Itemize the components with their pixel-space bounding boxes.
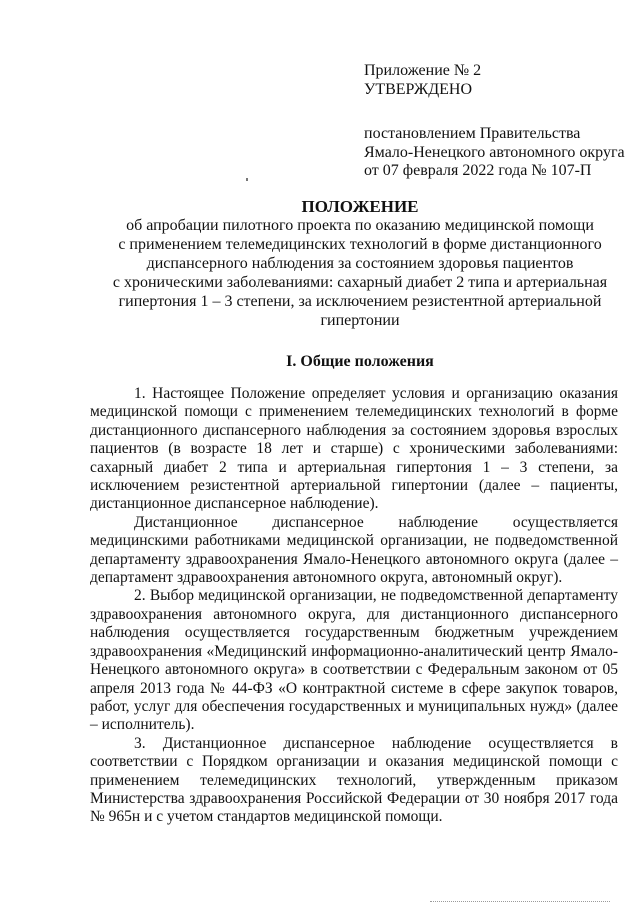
- approval-stamp-block: [364, 61, 625, 181]
- paragraph: Дистанционное диспансерное наблюдение осуществляется медицинскими работниками медицинской организации, не подведомственной департаменту здравоохранения Ямало-Ненецкого автономного округа (далее – департамент здравоохранения автономного округа, автономный округ).: [90, 513, 618, 587]
- document-body: [90, 385, 618, 827]
- document-subtitle-line: гипертония 1 – 3 степени, за исключением резистентной артериальной: [118, 293, 602, 310]
- approved-label: УТВЕРЖДЕНО: [364, 81, 473, 98]
- appendix-number: Приложение № 2: [364, 62, 482, 79]
- document-subtitle-line: об апробации пилотного проекта по оказанию медицинской помощи: [126, 217, 594, 234]
- approval-line: Ямало-Ненецкого автономного округа: [364, 143, 625, 161]
- document-heading: [90, 197, 630, 330]
- document-subtitle-line: с хроническими заболеваниями: сахарный диабет 2 типа и артериальная: [112, 274, 608, 291]
- approval-line: от 07 февраля 2022 года № 107-П: [364, 162, 592, 179]
- paragraph: 2. Выбор медицинской организации, не подведомственной департаменту здравоохранения автономного округа, для дистанционного диспансерного наблюдения осуществляется государственным бюджетным учреждением здравоохранения «Медицинский информационно-аналитический центр Ямало-Ненецкого автономного округа» в соответствии с Федеральным законом от 05 апреля 2013 года № 44-ФЗ «О контрактной системе в сфере закупок товаров, работ, услуг для обеспечения государственных и муниципальных нужд» (далее – исполнитель).: [90, 587, 618, 734]
- document-subtitle-line: гипертонии: [320, 312, 400, 329]
- scan-edge-artifact: [430, 901, 610, 903]
- approval-source: [364, 125, 625, 181]
- scan-speck: [246, 178, 248, 181]
- section-heading: I. Общие положения: [286, 353, 434, 370]
- document-subtitle-line: диспансерного наблюдения за состоянием здоровья пациентов: [146, 255, 574, 272]
- paragraph: 3. Дистанционное диспансерное наблюдение осуществляется в соответствии с Порядком организации и оказания медицинской помощи с применением телемедицинских технологий, утвержденным приказом Министерства здравоохранения Российской Федерации от 30 ноября 2017 года № 965н и с учетом стандартов медицинской помощи.: [90, 734, 618, 826]
- approval-line: постановлением Правительства: [364, 125, 581, 142]
- paragraph: 1. Настоящее Положение определяет условия и организацию оказания медицинской помощи с применением телемедицинских технологий в форме дистанционного диспансерного наблюдения за состоянием здоровья взрослых пациентов (в возрасте 18 лет и старше) с хроническими заболеваниями: сахарный диабет 2 типа и артериальная гипертония 1 – 3 степени, за исключением резистентной артериальной гипертонии (далее – пациенты, дистанционное диспансерное наблюдение).: [90, 385, 618, 513]
- document-subtitle-line: с применением телемедицинских технологий в форме дистанционного: [118, 236, 602, 253]
- document-title: ПОЛОЖЕНИЕ: [301, 197, 419, 216]
